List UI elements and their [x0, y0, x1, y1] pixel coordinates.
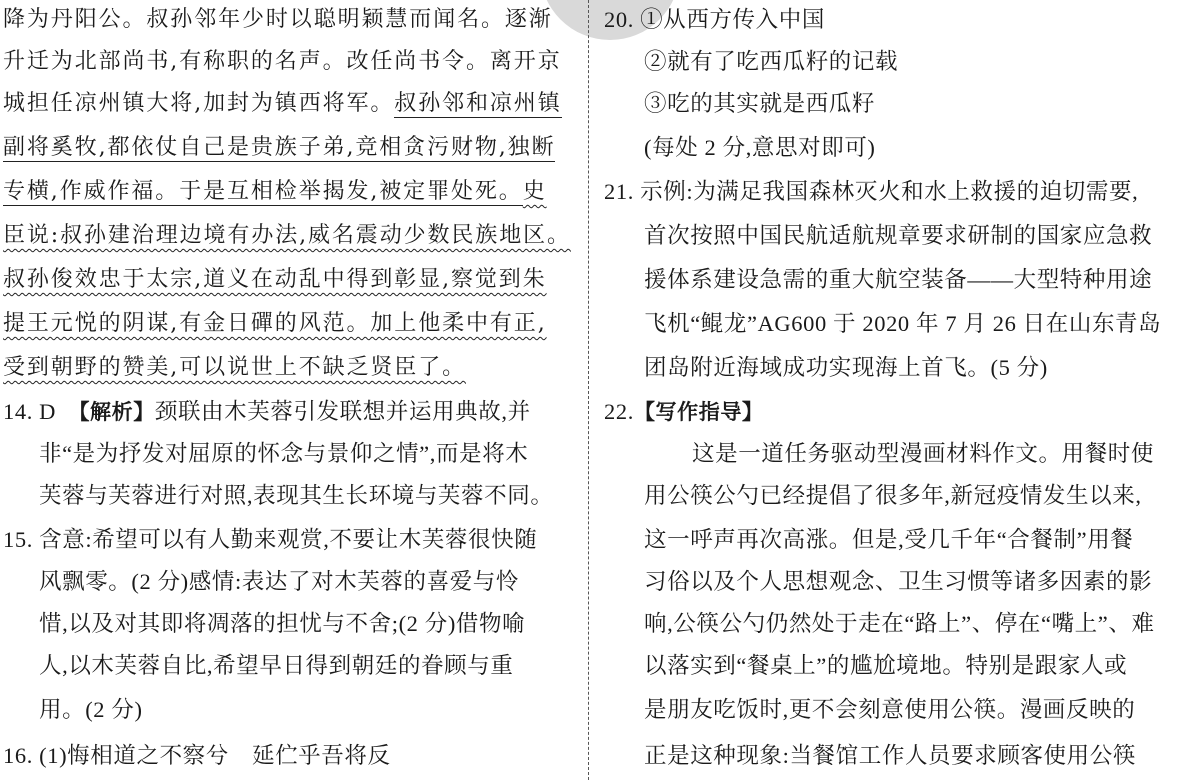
answer-15: 15. 含意:希望可以有人勤来观赏,不要让木芙蓉很快随	[3, 527, 538, 552]
answer-line: 正是这种现象:当餐馆工作人员要求顾客使用公筷	[644, 743, 1136, 768]
answer-line: 飞机“鲲龙”AG600 于 2020 年 7 月 26 日在山东青岛	[644, 311, 1162, 336]
underlined-text: 副将奚牧,都依仗自己是贵族子弟,竞相贪污财物,独断	[3, 135, 556, 160]
answer-line: 用公筷公勺已经提倡了很多年,新冠疫情发生以来,	[644, 483, 1142, 508]
translation-line: 降为丹阳公。叔孙邻年少时以聪明颖慧而闻名。逐渐	[3, 7, 553, 32]
answer-line: 惜,以及对其即将凋落的担忧与不舍;(2 分)借物喻	[39, 611, 526, 636]
translation-line: 城担任凉州镇大将,加封为镇西将军。叔孙邻和凉州镇	[3, 91, 562, 116]
wavy-underlined-text: 提王元悦的阴谋,有金日磾的风范。加上他柔中有正,	[3, 311, 547, 336]
translation-line	[3, 128, 555, 168]
answer-16: 16. (1)悔相道之不察兮 延伫乎吾将反	[3, 743, 391, 768]
answer-line: 用。(2 分)	[39, 697, 143, 722]
writing-guide-tag: 【写作指导】	[633, 400, 764, 424]
underlined-text: 叔孙邻和凉州镇	[394, 91, 562, 116]
underlined-text: 专横,作威作福。于是互相检举揭发,被定罪处死。	[3, 179, 523, 204]
answer-line: 首次按照中国民航适航规章要求研制的国家应急救	[644, 223, 1153, 248]
answer-line: ②就有了吃西瓜籽的记载	[644, 49, 899, 74]
column-divider	[588, 0, 589, 780]
translation-line	[3, 172, 547, 212]
translation-line: 升迁为北部尚书,有称职的名声。改任尚书令。离开京	[3, 49, 562, 74]
answer-line: 是朋友吃饭时,更不会刻意使用公筷。漫画反映的	[644, 697, 1136, 722]
answer-line: 援体系建设急需的重大航空装备——大型特种用途	[644, 267, 1153, 292]
answer-line: 以落实到“餐桌上”的尴尬境地。特别是跟家人或	[644, 653, 1128, 678]
answer-line: 响,公筷公勺仍然处于走在“路上”、停在“嘴上”、难	[644, 611, 1155, 636]
answer-21: 21. 示例:为满足我国森林灭火和水上救援的迫切需要,	[604, 179, 1139, 204]
question-number: 22.	[604, 399, 634, 424]
answer-line: 这是一道任务驱动型漫画材料作文。用餐时使	[692, 441, 1155, 466]
answer-line: 人,以木芙蓉自比,希望早日得到朝廷的眷顾与重	[39, 653, 514, 678]
translation-line	[3, 260, 547, 300]
answer-line: 这一呼声再次高涨。但是,受几千年“合餐制”用餐	[644, 527, 1134, 552]
answer-22-heading	[604, 392, 764, 432]
answer-line: 团岛附近海域成功实现海上首飞。(5 分)	[644, 355, 1048, 380]
wavy-underlined-text: 史	[522, 179, 547, 204]
translation-line	[3, 216, 571, 256]
analysis-tag: 【解析】	[68, 400, 155, 424]
answer-14: 14. D 【解析】颈联由木芙蓉引发联想并运用典故,并	[3, 399, 531, 424]
translation-line	[3, 348, 466, 388]
answer-line: ③吃的其实就是西瓜籽	[644, 91, 876, 116]
wavy-underlined-text: 臣说:叔孙建治理边境有办法,威名震动少数民族地区。	[3, 223, 571, 248]
question-number: 14. D	[3, 399, 56, 424]
answer-20: 20. ①从西方传入中国	[604, 7, 825, 32]
wavy-underlined-text: 叔孙俊效忠于太宗,道义在动乱中得到彰显,察觉到朱	[3, 267, 547, 292]
wavy-underlined-text: 受到朝野的赞美,可以说世上不缺乏贤臣了。	[3, 355, 466, 380]
translation-line	[3, 304, 547, 344]
answer-line: 风飘零。(2 分)感情:表达了对木芙蓉的喜爱与怜	[39, 569, 520, 594]
answer-line: 非“是为抒发对屈原的怀念与景仰之情”,而是将木	[39, 441, 529, 466]
answer-line: 习俗以及个人思想观念、卫生习惯等诸多因素的影	[644, 569, 1153, 594]
answer-line: 芙蓉与芙蓉进行对照,表现其生长环境与芙蓉不同。	[39, 483, 554, 508]
answer-line: (每处 2 分,意思对即可)	[644, 135, 876, 160]
